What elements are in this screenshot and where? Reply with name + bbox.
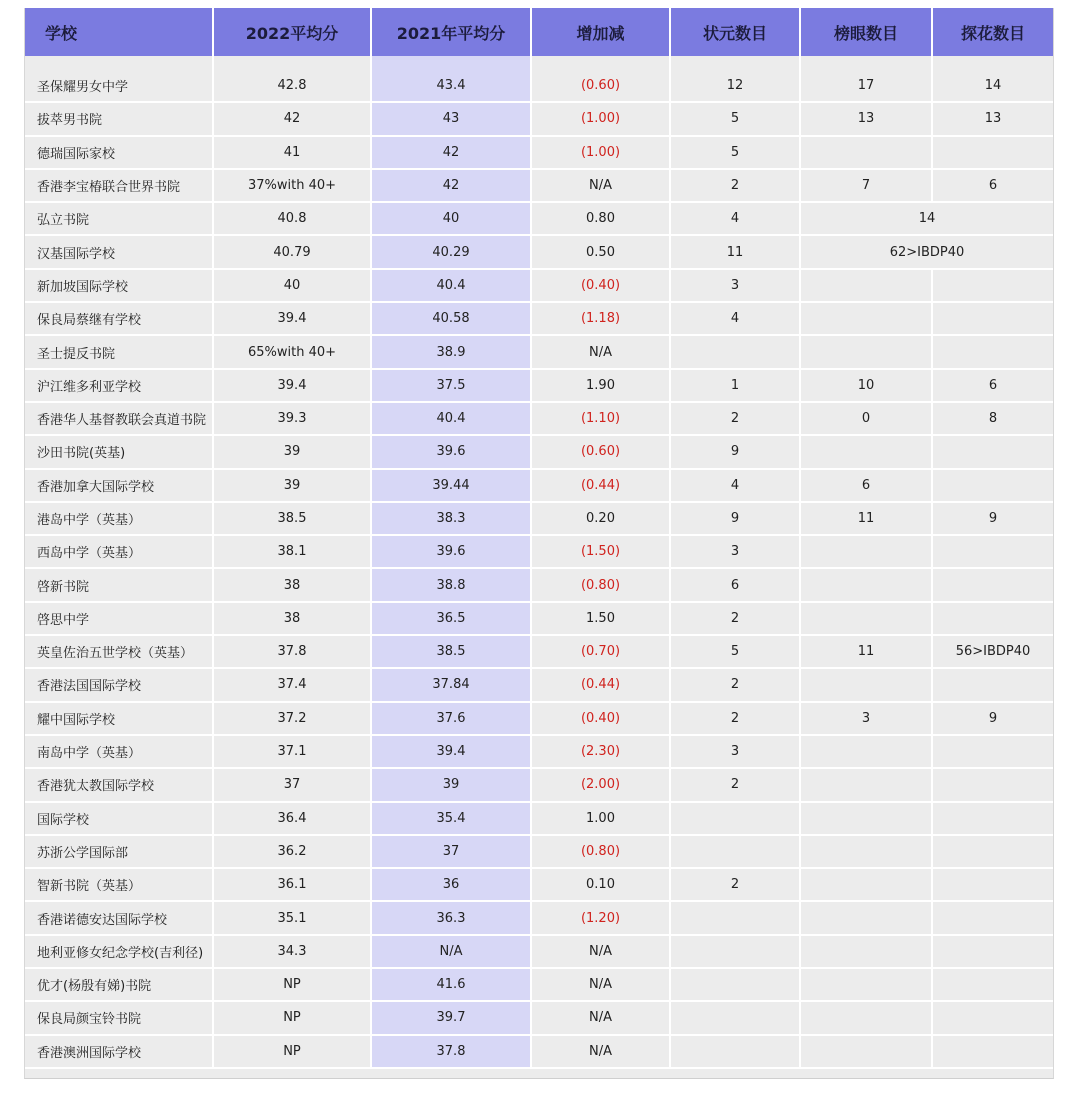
cell-avg-2021: 37.8 <box>371 1035 531 1068</box>
cell-top2-top3-merged: 14 <box>800 202 1053 235</box>
cell-avg-2021: 36.3 <box>371 901 531 934</box>
cell-change: (0.40) <box>531 702 670 735</box>
cell-change: 1.50 <box>531 602 670 635</box>
cell-top3-count <box>932 435 1053 468</box>
cell-top2-count <box>800 901 932 934</box>
cell-change: N/A <box>531 1035 670 1068</box>
cell-top3-count <box>932 269 1053 302</box>
cell-top1-count: 3 <box>670 735 800 768</box>
cell-top1-count <box>670 335 800 368</box>
cell-top1-count: 4 <box>670 302 800 335</box>
cell-avg-2022: 39.3 <box>213 402 371 435</box>
cell-avg-2021: N/A <box>371 935 531 968</box>
cell-top3-count: 6 <box>932 369 1053 402</box>
cell-top3-count: 9 <box>932 702 1053 735</box>
table-row <box>25 935 1053 968</box>
cell-school: 南岛中学（英基） <box>25 735 213 768</box>
cell-school: 地利亚修女纪念学校(吉利径) <box>25 935 213 968</box>
table-row <box>25 269 1053 302</box>
cell-change: (1.18) <box>531 302 670 335</box>
cell-avg-2022: 42 <box>213 102 371 135</box>
cell-top1-count: 11 <box>670 235 800 268</box>
cell-avg-2022: 38 <box>213 602 371 635</box>
cell-change: N/A <box>531 1001 670 1034</box>
table-row <box>25 202 1053 235</box>
cell-top2-count: 11 <box>800 502 932 535</box>
cell-change: (0.60) <box>531 435 670 468</box>
cell-avg-2021: 38.9 <box>371 335 531 368</box>
cell-top1-count <box>670 1035 800 1068</box>
table-row <box>25 402 1053 435</box>
cell-avg-2022: 38 <box>213 568 371 601</box>
cell-avg-2021: 37.5 <box>371 369 531 402</box>
cell-school: 智新书院（英基） <box>25 868 213 901</box>
cell-top2-count <box>800 735 932 768</box>
header-top3-count: 探花数目 <box>932 8 1053 56</box>
cell-school: 西岛中学（英基） <box>25 535 213 568</box>
cell-top3-count <box>932 768 1053 801</box>
cell-top1-count: 3 <box>670 269 800 302</box>
cell-top1-count <box>670 901 800 934</box>
cell-avg-2022: 37.2 <box>213 702 371 735</box>
cell-top1-count: 2 <box>670 702 800 735</box>
cell-avg-2022: 37.8 <box>213 635 371 668</box>
cell-avg-2022: 40.8 <box>213 202 371 235</box>
cell-school: 沙田书院(英基) <box>25 435 213 468</box>
cell-top2-count <box>800 602 932 635</box>
cell-change: 0.10 <box>531 868 670 901</box>
table-row <box>25 602 1053 635</box>
cell-top3-count: 56>IBDP40 <box>932 635 1053 668</box>
cell-top3-count <box>932 535 1053 568</box>
cell-change: (0.60) <box>531 70 670 102</box>
cell-change: (2.00) <box>531 768 670 801</box>
cell-school: 弘立书院 <box>25 202 213 235</box>
cell-top2-count: 6 <box>800 469 932 502</box>
cell-top3-count <box>932 802 1053 835</box>
cell-avg-2021: 38.3 <box>371 502 531 535</box>
cell-change: (0.40) <box>531 269 670 302</box>
table-row <box>25 735 1053 768</box>
cell-top1-count: 2 <box>670 868 800 901</box>
cell-change: N/A <box>531 169 670 202</box>
cell-avg-2021: 38.5 <box>371 635 531 668</box>
results-table <box>25 8 1053 1069</box>
cell-top1-count: 6 <box>670 568 800 601</box>
cell-top3-count: 8 <box>932 402 1053 435</box>
header-row <box>25 8 1053 56</box>
cell-school: 圣士提反书院 <box>25 335 213 368</box>
table-row <box>25 802 1053 835</box>
cell-avg-2022: 34.3 <box>213 935 371 968</box>
cell-top2-count <box>800 1035 932 1068</box>
cell-top3-count <box>932 1001 1053 1034</box>
cell-top1-count: 9 <box>670 435 800 468</box>
cell-top2-count <box>800 768 932 801</box>
cell-top3-count: 9 <box>932 502 1053 535</box>
table-row <box>25 369 1053 402</box>
cell-avg-2022: 37%with 40+ <box>213 169 371 202</box>
cell-school: 苏浙公学国际部 <box>25 835 213 868</box>
cell-top2-count: 17 <box>800 70 932 102</box>
cell-avg-2022: 38.1 <box>213 535 371 568</box>
cell-change: (0.44) <box>531 668 670 701</box>
cell-change: (1.10) <box>531 402 670 435</box>
cell-top2-count: 0 <box>800 402 932 435</box>
table-row <box>25 502 1053 535</box>
cell-school: 沪江维多利亚学校 <box>25 369 213 402</box>
table-row <box>25 136 1053 169</box>
cell-change: 0.20 <box>531 502 670 535</box>
cell-avg-2021: 40.58 <box>371 302 531 335</box>
table-row <box>25 169 1053 202</box>
header-top2-count: 榜眼数目 <box>800 8 932 56</box>
cell-top3-count <box>932 901 1053 934</box>
cell-school: 耀中国际学校 <box>25 702 213 735</box>
cell-top1-count: 2 <box>670 602 800 635</box>
cell-avg-2021: 43 <box>371 102 531 135</box>
cell-avg-2021: 39.7 <box>371 1001 531 1034</box>
cell-top3-count <box>932 136 1053 169</box>
cell-top3-count <box>932 835 1053 868</box>
cell-top2-count <box>800 935 932 968</box>
cell-avg-2022: 35.1 <box>213 901 371 934</box>
cell-avg-2021: 39.6 <box>371 435 531 468</box>
table-row <box>25 335 1053 368</box>
cell-avg-2022: NP <box>213 1001 371 1034</box>
cell-top1-count <box>670 935 800 968</box>
cell-avg-2022: 36.1 <box>213 868 371 901</box>
cell-avg-2022: 37.1 <box>213 735 371 768</box>
cell-top1-count <box>670 835 800 868</box>
cell-top3-count <box>932 302 1053 335</box>
cell-top2-count <box>800 668 932 701</box>
cell-avg-2021: 37 <box>371 835 531 868</box>
cell-avg-2021: 37.6 <box>371 702 531 735</box>
cell-change: 1.90 <box>531 369 670 402</box>
cell-top1-count <box>670 802 800 835</box>
cell-top2-count: 11 <box>800 635 932 668</box>
cell-avg-2021: 39 <box>371 768 531 801</box>
cell-school: 香港华人基督教联会真道书院 <box>25 402 213 435</box>
cell-avg-2022: 39.4 <box>213 302 371 335</box>
cell-avg-2022: 37 <box>213 768 371 801</box>
cell-change: (1.00) <box>531 136 670 169</box>
header-change: 增加减 <box>531 8 670 56</box>
cell-avg-2021: 40.4 <box>371 402 531 435</box>
cell-avg-2021: 35.4 <box>371 802 531 835</box>
cell-top2-count <box>800 868 932 901</box>
cell-change: N/A <box>531 935 670 968</box>
cell-top3-count <box>932 335 1053 368</box>
table-row <box>25 235 1053 268</box>
cell-avg-2021: 39.6 <box>371 535 531 568</box>
cell-top3-count <box>932 868 1053 901</box>
cell-top1-count: 2 <box>670 402 800 435</box>
cell-change: N/A <box>531 968 670 1001</box>
cell-top3-count: 6 <box>932 169 1053 202</box>
table-row <box>25 469 1053 502</box>
table-row <box>25 702 1053 735</box>
cell-top2-count: 7 <box>800 169 932 202</box>
cell-top1-count: 12 <box>670 70 800 102</box>
cell-avg-2022: 40.79 <box>213 235 371 268</box>
cell-top2-count <box>800 1001 932 1034</box>
cell-top1-count: 2 <box>670 768 800 801</box>
cell-change: (1.20) <box>531 901 670 934</box>
cell-change: (0.70) <box>531 635 670 668</box>
cell-avg-2021: 36.5 <box>371 602 531 635</box>
cell-school: 香港犹太教国际学校 <box>25 768 213 801</box>
cell-avg-2021: 41.6 <box>371 968 531 1001</box>
cell-school: 汉基国际学校 <box>25 235 213 268</box>
cell-avg-2022: 39.4 <box>213 369 371 402</box>
table-row <box>25 102 1053 135</box>
cell-top1-count: 3 <box>670 535 800 568</box>
cell-avg-2021: 36 <box>371 868 531 901</box>
cell-top1-count <box>670 968 800 1001</box>
cell-top2-count <box>800 568 932 601</box>
cell-avg-2022: 42.8 <box>213 70 371 102</box>
cell-top3-count <box>932 602 1053 635</box>
cell-change: (1.00) <box>531 102 670 135</box>
cell-top3-count <box>932 668 1053 701</box>
table-row <box>25 668 1053 701</box>
cell-avg-2022: 65%with 40+ <box>213 335 371 368</box>
cell-avg-2022: 39 <box>213 469 371 502</box>
cell-change: 1.00 <box>531 802 670 835</box>
cell-school: 香港李宝椿联合世界书院 <box>25 169 213 202</box>
cell-change: (2.30) <box>531 735 670 768</box>
table-row <box>25 968 1053 1001</box>
cell-top1-count: 9 <box>670 502 800 535</box>
cell-top1-count: 5 <box>670 136 800 169</box>
cell-top3-count <box>932 1035 1053 1068</box>
cell-top1-count: 5 <box>670 635 800 668</box>
cell-avg-2021: 40.29 <box>371 235 531 268</box>
cell-avg-2022: 41 <box>213 136 371 169</box>
cell-top1-count: 2 <box>670 169 800 202</box>
table-row <box>25 1035 1053 1068</box>
table-row <box>25 768 1053 801</box>
cell-top2-count <box>800 835 932 868</box>
cell-avg-2022: NP <box>213 1035 371 1068</box>
cell-top2-count <box>800 335 932 368</box>
cell-top3-count <box>932 968 1053 1001</box>
header-avg-2022: 2022平均分 <box>213 8 371 56</box>
cell-top1-count: 5 <box>670 102 800 135</box>
cell-school: 德瑞国际家校 <box>25 136 213 169</box>
table-row <box>25 435 1053 468</box>
cell-change: 0.80 <box>531 202 670 235</box>
cell-top3-count <box>932 568 1053 601</box>
cell-change: (0.80) <box>531 835 670 868</box>
table-row <box>25 568 1053 601</box>
cell-top2-count <box>800 802 932 835</box>
cell-school: 保良局颜宝铃书院 <box>25 1001 213 1034</box>
cell-top1-count <box>670 1001 800 1034</box>
table-row <box>25 70 1053 102</box>
cell-avg-2022: 39 <box>213 435 371 468</box>
cell-top2-count <box>800 968 932 1001</box>
cell-top3-count <box>932 935 1053 968</box>
cell-avg-2022: 36.4 <box>213 802 371 835</box>
table-row <box>25 901 1053 934</box>
cell-avg-2022: 38.5 <box>213 502 371 535</box>
cell-avg-2022: 40 <box>213 269 371 302</box>
cell-school: 香港加拿大国际学校 <box>25 469 213 502</box>
cell-school: 优才(杨殷有娣)书院 <box>25 968 213 1001</box>
cell-top3-count: 14 <box>932 70 1053 102</box>
table-row <box>25 535 1053 568</box>
cell-top2-count <box>800 302 932 335</box>
cell-school: 拔萃男书院 <box>25 102 213 135</box>
cell-top2-count: 10 <box>800 369 932 402</box>
cell-school: 啓思中学 <box>25 602 213 635</box>
cell-top2-top3-merged: 62>IBDP40 <box>800 235 1053 268</box>
cell-avg-2021: 43.4 <box>371 70 531 102</box>
cell-top2-count <box>800 435 932 468</box>
cell-avg-2021: 39.44 <box>371 469 531 502</box>
cell-top2-count <box>800 269 932 302</box>
cell-school: 新加坡国际学校 <box>25 269 213 302</box>
cell-change: N/A <box>531 335 670 368</box>
cell-top2-count: 13 <box>800 102 932 135</box>
cell-avg-2021: 38.8 <box>371 568 531 601</box>
cell-avg-2021: 37.84 <box>371 668 531 701</box>
cell-avg-2021: 39.4 <box>371 735 531 768</box>
cell-school: 英皇佐治五世学校（英基） <box>25 635 213 668</box>
cell-change: (1.50) <box>531 535 670 568</box>
cell-change: (0.80) <box>531 568 670 601</box>
cell-school: 国际学校 <box>25 802 213 835</box>
cell-school: 啓新书院 <box>25 568 213 601</box>
results-table-container <box>24 8 1054 1079</box>
table-row <box>25 868 1053 901</box>
cell-avg-2021: 42 <box>371 169 531 202</box>
cell-top1-count: 4 <box>670 202 800 235</box>
header-top1-count: 状元数目 <box>670 8 800 56</box>
cell-avg-2022: 37.4 <box>213 668 371 701</box>
cell-top1-count: 4 <box>670 469 800 502</box>
cell-school: 香港诺德安达国际学校 <box>25 901 213 934</box>
cell-avg-2022: NP <box>213 968 371 1001</box>
header-spacer <box>25 56 1053 70</box>
header-school: 学校 <box>25 8 213 56</box>
cell-school: 保良局蔡继有学校 <box>25 302 213 335</box>
cell-top3-count <box>932 469 1053 502</box>
cell-top3-count <box>932 735 1053 768</box>
cell-top2-count <box>800 535 932 568</box>
cell-school: 港岛中学（英基） <box>25 502 213 535</box>
cell-school: 香港澳洲国际学校 <box>25 1035 213 1068</box>
cell-change: 0.50 <box>531 235 670 268</box>
cell-top1-count: 1 <box>670 369 800 402</box>
cell-top1-count: 2 <box>670 668 800 701</box>
header-avg-2021: 2021年平均分 <box>371 8 531 56</box>
cell-avg-2022: 36.2 <box>213 835 371 868</box>
cell-top3-count: 13 <box>932 102 1053 135</box>
cell-school: 圣保耀男女中学 <box>25 70 213 102</box>
cell-avg-2021: 40.4 <box>371 269 531 302</box>
cell-school: 香港法国国际学校 <box>25 668 213 701</box>
cell-top2-count <box>800 136 932 169</box>
cell-change: (0.44) <box>531 469 670 502</box>
table-row <box>25 635 1053 668</box>
cell-avg-2021: 42 <box>371 136 531 169</box>
table-row <box>25 302 1053 335</box>
table-row <box>25 1001 1053 1034</box>
table-row <box>25 835 1053 868</box>
cell-avg-2021: 40 <box>371 202 531 235</box>
cell-top2-count: 3 <box>800 702 932 735</box>
